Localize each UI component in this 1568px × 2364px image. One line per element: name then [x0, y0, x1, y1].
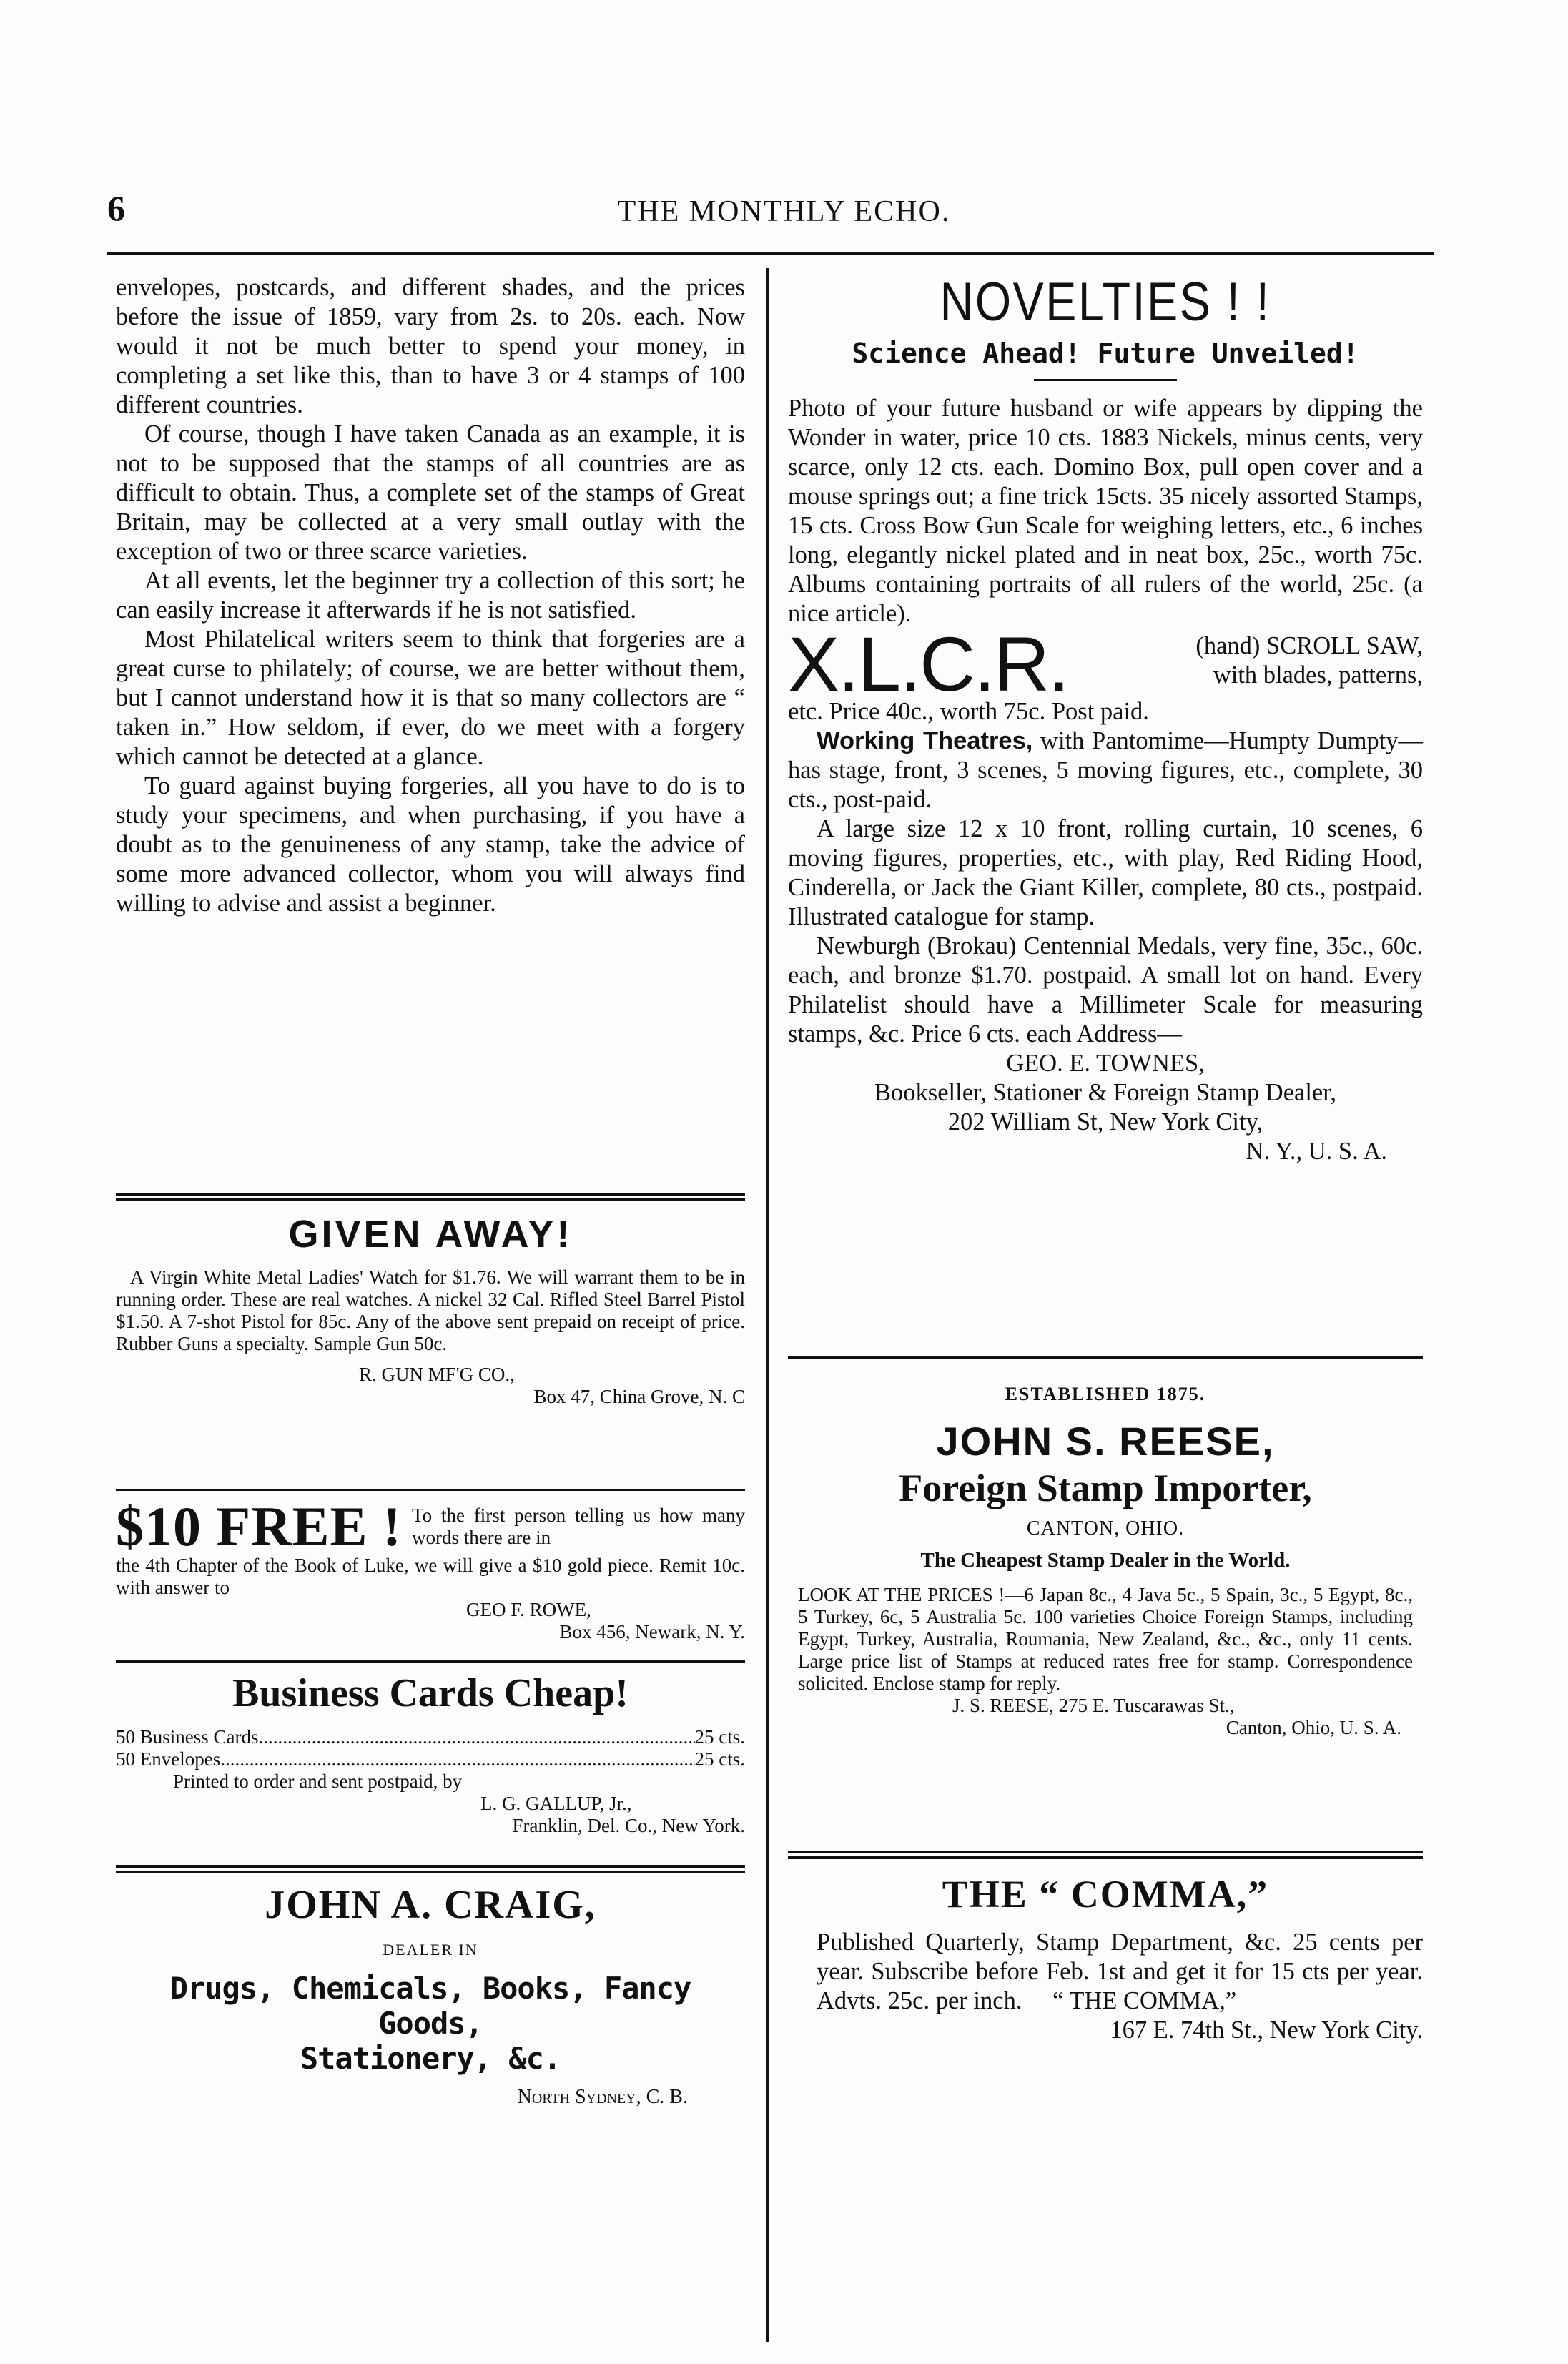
header-rule — [107, 252, 1434, 255]
reese-title: JOHN S. REESE, — [936, 1419, 1275, 1464]
townes-sig1: GEO. E. TOWNES, — [1006, 1050, 1205, 1077]
novelties-para3: A large size 12 x 10 front, rolling curtain, 10 scenes, 6 moving figures, properties, etc., with play, Red Riding Hood, Cinderella, or Jack the Giant Killer, complete, 80 cts., postpaid. Illustrated catalogue for stamp. — [788, 815, 1423, 930]
price-row-cards — [116, 1726, 745, 1748]
business-cards-ad — [116, 1670, 745, 1837]
price-row-envelopes — [116, 1748, 745, 1770]
townes-sig2: Bookseller, Stationer & Foreign Stamp Dealer, — [874, 1079, 1336, 1106]
running-title: THE MONTHLY ECHO. — [617, 195, 951, 228]
comma-ad — [788, 1872, 1423, 2045]
xlcr-line2: with blades, patterns, — [1213, 661, 1423, 689]
townes-sig4: N. Y., U. S. A. — [1246, 1138, 1387, 1165]
envelopes-price: 25 cts. — [694, 1748, 745, 1770]
business-cards-sig1: L. G. GALLUP, Jr., — [480, 1793, 632, 1814]
theatre-heading: Working Theatres, — [817, 727, 1033, 754]
section-double-rule — [788, 1851, 1423, 1859]
reese-sig2: Canton, Ohio, U. S. A. — [1226, 1717, 1401, 1738]
article-paragraph: envelopes, postcards, and different shades, and the prices before the issue of 1859, vary from 2s. to 20s. each. Now would it not be much better to spend your money, in completing a set like this, than to have 3 or 4 stamps of 100 different countries. — [116, 274, 745, 418]
ten-free-ad — [116, 1495, 745, 1643]
comma-title: THE “ COMMA,” — [942, 1873, 1269, 1916]
novelties-ad — [788, 272, 1423, 1166]
townes-sig3: 202 William St, New York City, — [947, 1108, 1263, 1136]
column-divider — [766, 268, 769, 2342]
theatre-text: with Pantomime—Humpty Dumpty—has stage, front, 3 scenes, 5 moving figures, etc., complete, 30 cts., post-paid. — [788, 727, 1423, 813]
reese-subtitle: Foreign Stamp Importer, — [899, 1467, 1312, 1509]
reese-place: CANTON, OHIO. — [1026, 1517, 1185, 1540]
craig-dealer: DEALER IN — [383, 1941, 478, 1959]
comma-sig-name: “ THE COMMA,” — [1052, 1987, 1237, 2014]
xlcr-line1: (hand) SCROLL SAW, — [1195, 632, 1423, 659]
section-rule — [116, 1489, 745, 1491]
novelties-para4: Newburgh (Brokau) Centennial Medals, very fine, 35c., 60c. each, and bronze $1.70. postpaid. A small lot on hand. Every Philatelist should have a Millimeter Scale for measuring stamps, &c. Price 6 cts. each Address— — [788, 932, 1423, 1048]
cards-price: 25 cts. — [694, 1726, 745, 1748]
given-away-title: GIVEN AWAY! — [288, 1213, 573, 1256]
craig-title: JOHN A. CRAIG, — [265, 1883, 596, 1927]
novelties-para1: Photo of your future husband or wife appears by dipping the Wonder in water, price 10 cts. 1883 Nickels, minus cents, very scarce, only 12 cts. each. Domino Box, pull open cover and a mouse springs out; a fine trick 15cts. 35 nicely assorted Stamps, 15 cts. Cross Bow Gun Scale for weighing letters, etc., 6 inches long, elegantly nickel plated and in neat box, 25c., worth 75c. Albums containing portraits of all rulers of the world, 25c. (a nice article). — [788, 395, 1423, 627]
given-away-text: A Virgin White Metal Ladies' Watch for $1.76. We will warrant them to be in running order. These are real watches. A nickel 32 Cal. Rifled Steel Barrel Pistol $1.50. A 7-shot Pistol for 85c. Any of the above sent prepaid on receipt of price. Rubber Guns a specialty. Sample Gun 50c. — [116, 1266, 745, 1354]
ten-free-sig1: GEO F. ROWE, — [466, 1599, 591, 1620]
ten-free-headline: $10 FREE ! — [116, 1495, 402, 1557]
craig-goods-2: Stationery, &c. — [300, 2041, 561, 2076]
novelties-title: NOVELTIES ! ! — [940, 272, 1271, 333]
craig-goods: Drugs, Chemicals, Books, Fancy Goods, — [169, 1971, 691, 2041]
comma-text: Published Quarterly, Stamp Department, &c. 25 cents per year. Subscribe before Feb. 1st and get it for 15 cts per year. Advts. 25c. per inch. — [817, 1929, 1423, 2014]
reese-established: ESTABLISHED 1875. — [1005, 1384, 1206, 1404]
article-paragraph: Of course, though I have taken Canada as an example, it is not to be supposed that the stamps of all countries are as difficult to obtain. Thus, a complete set of the stamps of Great Britain, may be collected at a very small outlay with the exception of two or three scarce varieties. — [116, 420, 745, 565]
page-number: 6 — [107, 188, 125, 228]
section-double-rule — [116, 1865, 745, 1873]
ten-free-text-a: To the first person telling us how many words there are in — [412, 1504, 745, 1548]
business-cards-sig2: Franklin, Del. Co., New York. — [512, 1815, 745, 1836]
article-paragraph: At all events, let the beginner try a collection of this sort; he can easily increase it afterwards if he is not satisfied. — [116, 567, 745, 624]
given-away-sig2: Box 47, China Grove, N. C — [533, 1386, 745, 1407]
left-article — [116, 273, 745, 918]
novelties-subtitle: Science Ahead! Future Unveiled! — [852, 338, 1359, 369]
reese-sig1: J. S. REESE, 275 E. Tuscarawas St., — [952, 1695, 1235, 1716]
section-rule — [116, 1660, 745, 1663]
ten-free-sig2: Box 456, Newark, N. Y. — [559, 1621, 745, 1643]
reese-ad — [788, 1384, 1423, 1739]
xlcr-line3: etc. Price 40c., worth 75c. Post paid. — [788, 698, 1149, 725]
article-paragraph: To guard against buying forgeries, all you have to do is to study your specimens, and when purchasing, if you have a doubt as to the genuineness of any stamp, take the advice of some more advanced collector, whom you will always find willing to advise and assist a beginner. — [116, 772, 745, 917]
novelties-rule — [1034, 379, 1177, 381]
section-double-rule — [116, 1193, 745, 1201]
envelopes-label: 50 Envelopes — [116, 1748, 221, 1770]
comma-sig-addr: 167 E. 74th St., New York City. — [1110, 2016, 1423, 2044]
craig-ad — [116, 1882, 745, 2109]
xlcr-headline: X.L.C.R. — [788, 621, 1069, 707]
ten-free-text-b: the 4th Chapter of the Book of Luke, we will give a $10 gold piece. Remit 10c. with answer to — [116, 1555, 745, 1598]
theatre-paragraph — [788, 727, 1423, 814]
reese-slogan: The Cheapest Stamp Dealer in the World. — [920, 1549, 1291, 1572]
reese-text: LOOK AT THE PRICES !—6 Japan 8c., 4 Java 5c., 5 Spain, 3c., 5 Egypt, 8c., 5 Turkey, 6c, 5 Australia 5c. 100 varieties Choice Foreign Stamps, including Egypt, Turkey, Australia, Roumania, New Zealand, &c., &c., only 11 cents. Large price list of Stamps at reduced rates free for stamp. Correspondence solicited. Enclose stamp for reply. — [798, 1584, 1413, 1694]
given-away-sig1: R. GUN MF'G CO., — [359, 1364, 515, 1385]
business-cards-note: Printed to order and sent postpaid, by — [173, 1770, 463, 1792]
given-away-ad — [116, 1212, 745, 1408]
cards-label: 50 Business Cards — [116, 1726, 259, 1748]
craig-place: North Sydney, C. B. — [517, 2086, 688, 2108]
article-paragraph: Most Philatelical writers seem to think that forgeries are a great curse to philately; of course, we are better without them, but I cannot understand how it is that so many collectors are “ taken in.” How seldom, if ever, do we meet with a forgery which cannot be detected at a glance. — [116, 626, 745, 770]
section-rule — [788, 1356, 1423, 1359]
business-cards-title: Business Cards Cheap! — [232, 1671, 628, 1715]
xlcr-block — [788, 621, 1423, 707]
